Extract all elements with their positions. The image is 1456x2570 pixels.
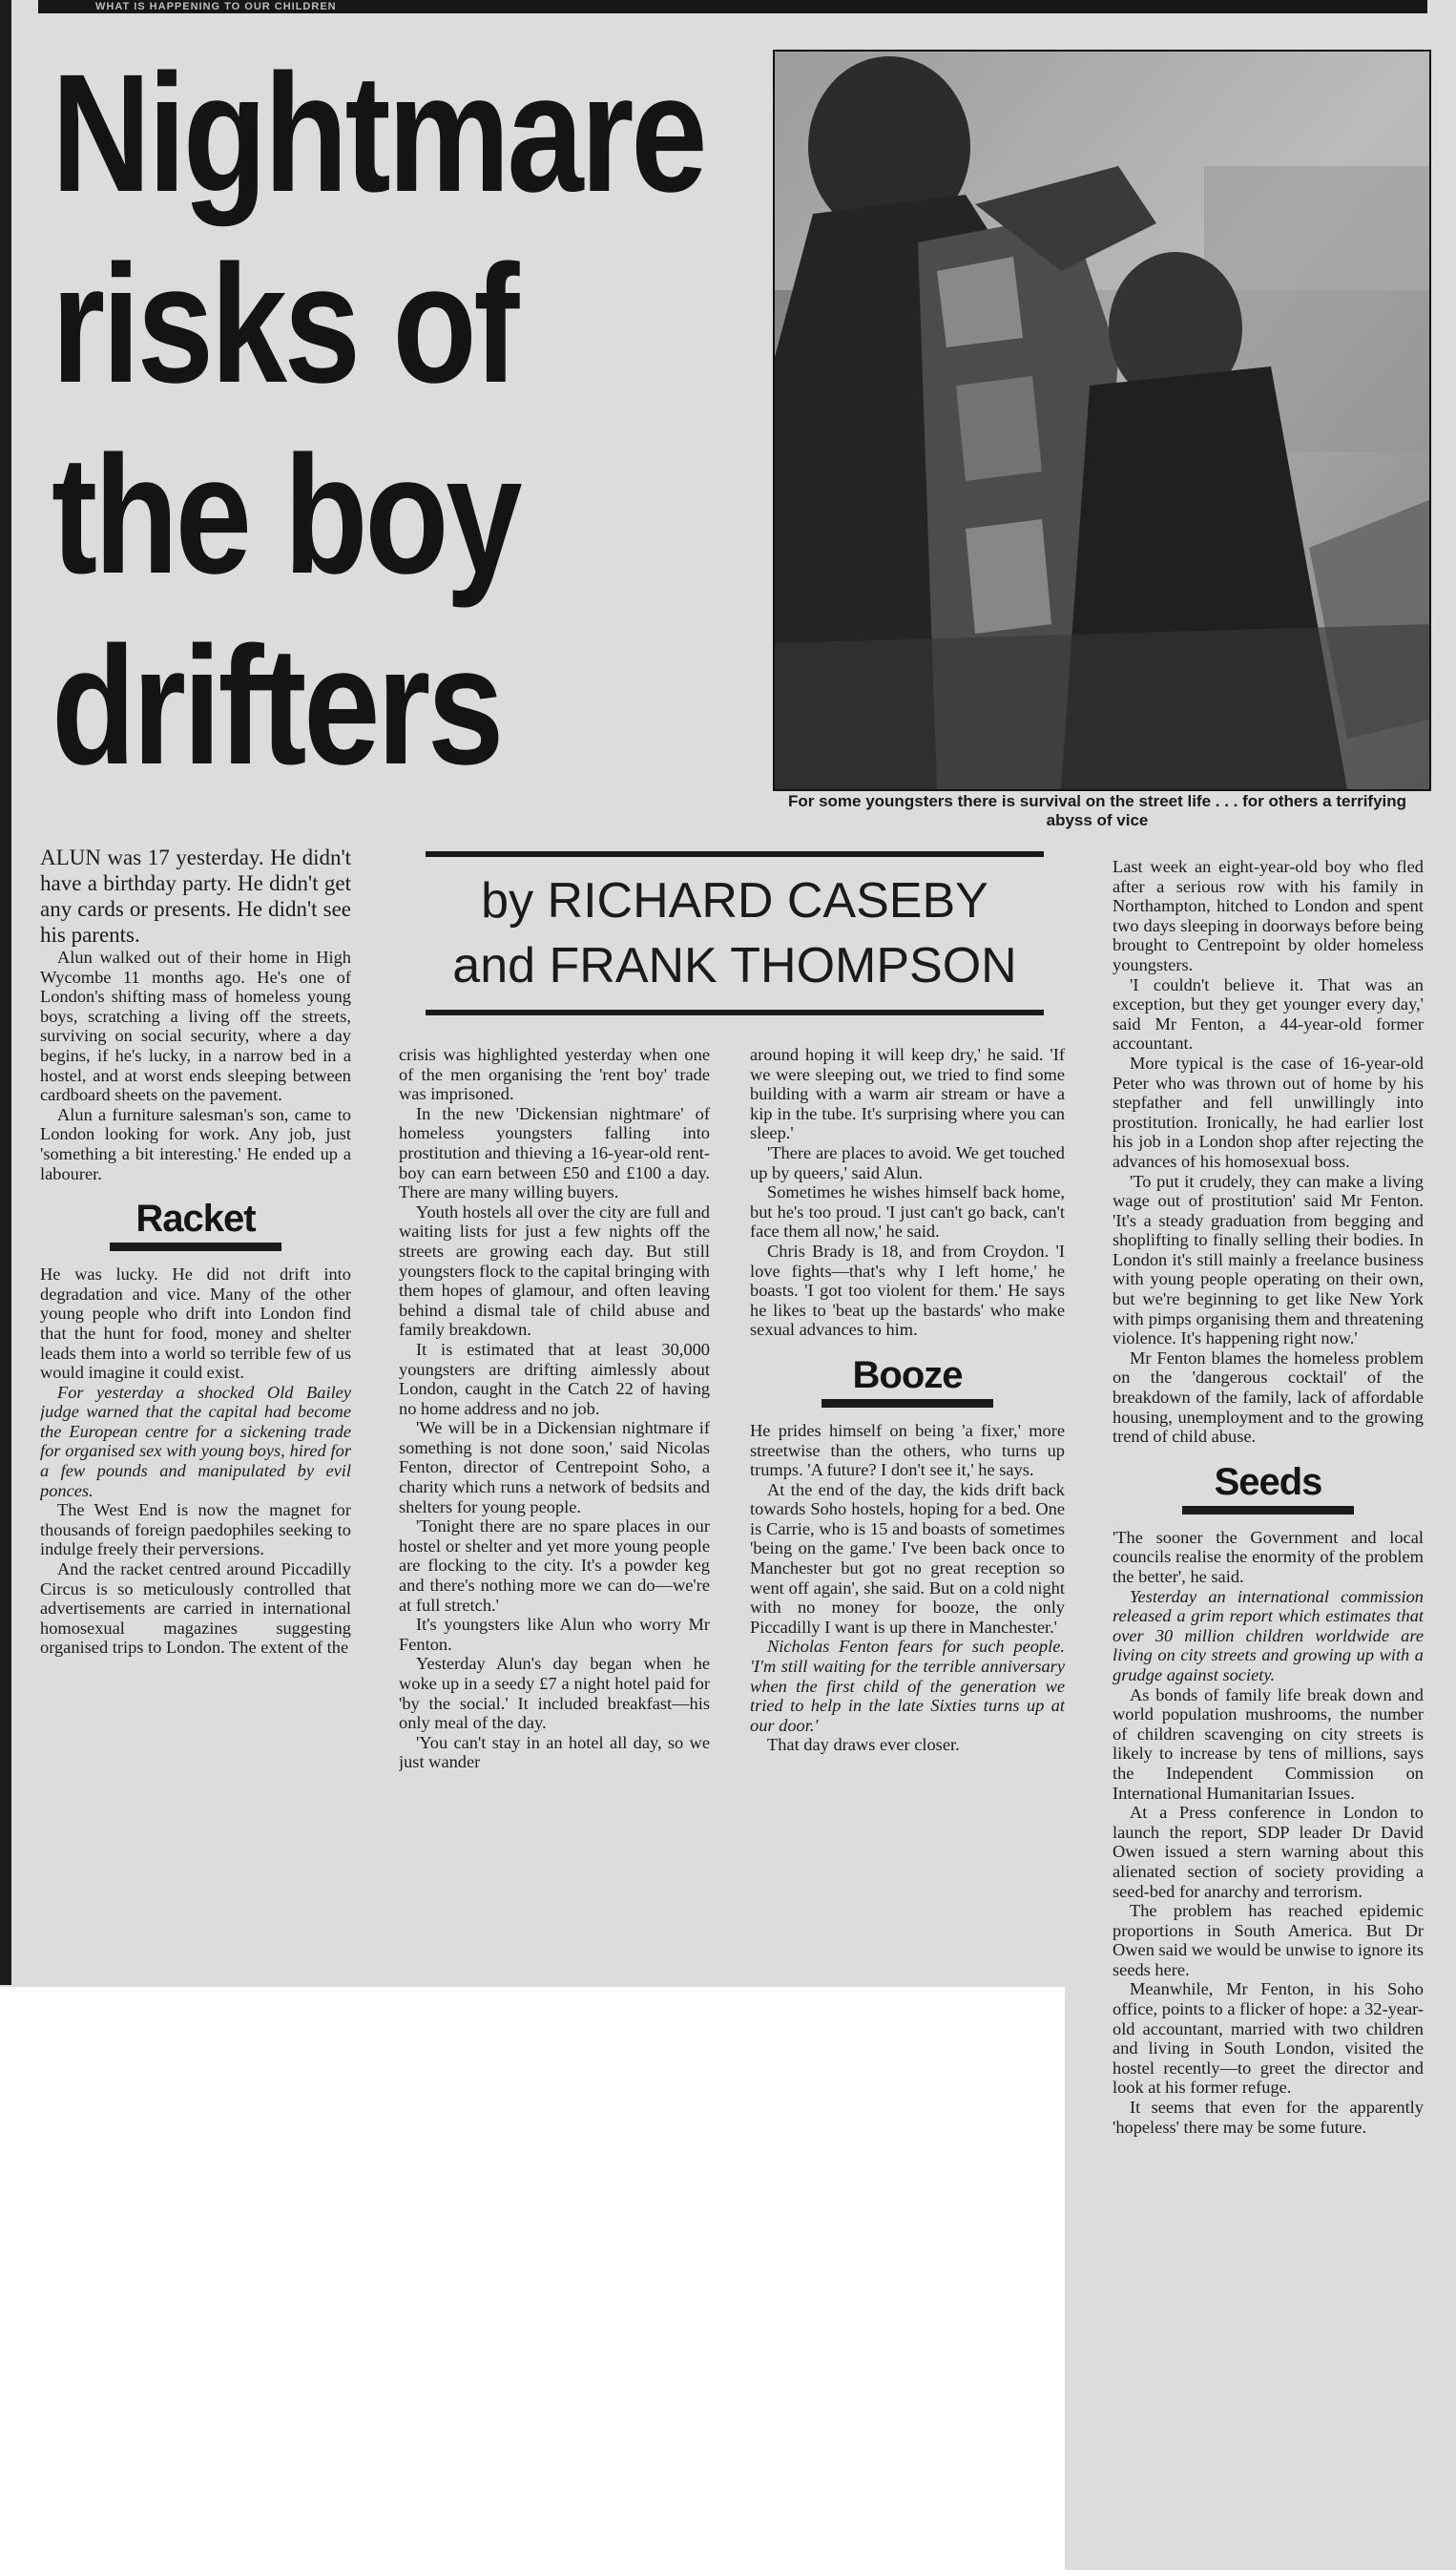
byline-rule-top: [426, 851, 1044, 857]
article-paragraph: 'The sooner the Government and local councils realise the enormity of the problem the better', he said.: [1113, 1527, 1424, 1586]
byline-rule-bottom: [426, 1010, 1044, 1015]
article-paragraph: around hoping it will keep dry,' he said. 'If we were sleeping out, we tried to find some building with a warm air stream or have a kip in the tube. It's surprising where you can sleep.': [750, 1045, 1065, 1143]
article-column-4: [1113, 857, 1424, 2548]
article-paragraph: crisis was highlighted yesterday when one of the men organising the 'rent boy' trade was imprisoned.: [399, 1045, 710, 1104]
article-paragraph: The West End is now the magnet for thousands of foreign paedophiles seeking to indulge freely their perversions.: [40, 1500, 351, 1559]
subheading: Seeds: [1182, 1460, 1354, 1515]
section-strap: WHAT IS HAPPENING TO OUR CHILDREN: [38, 0, 1427, 13]
article-paragraph: 'There are places to avoid. We get touched up by queers,' said Alun.: [750, 1142, 1065, 1182]
article-paragraph: 'I couldn't believe it. That was an exception, but they get younger every day,' said Mr Fenton, a 44-year-old former accountant.: [1113, 974, 1424, 1054]
article-paragraph: Last week an eight-year-old boy who fled after a serious row with his family in Northampton, hitched to London and spent two days sleeping in doorways before being brought to Centrepoint by older homeless youngsters.: [1113, 857, 1424, 974]
byline-line-2: and FRANK THOMPSON: [452, 938, 1017, 993]
article-column-1: [40, 845, 351, 1980]
article-paragraph: For yesterday a shocked Old Bailey judge warned that the capital had become the European centre for a sickening trade for organised sex with young boys, hired for a few pounds and manipulated by evil ponces.: [40, 1382, 351, 1500]
headline-line-4: drifters: [52, 613, 501, 800]
headline: [52, 38, 705, 802]
article-paragraph: ALUN was 17 yesterday. He didn't have a birthday party. He didn't get any cards or presents. He didn't see his parents.: [40, 846, 351, 947]
news-photo: [773, 50, 1431, 791]
article-paragraph: At a Press conference in London to launch the report, SDP leader Dr David Owen issued a stern warning about this alienated section of society providing a seed-bed for anarchy and terrorism.: [1113, 1803, 1424, 1901]
byline-line-1: by RICHARD CASEBY: [481, 873, 988, 929]
article-paragraph: 'Tonight there are no spare places in our hostel or shelter and yet more young people are flocking to the city. It's a powder keg and there's nothing more we can do—we're at full stretch.': [399, 1516, 710, 1615]
headline-line-1: Nightmare: [52, 40, 705, 227]
article-paragraph: He was lucky. He did not drift into degradation and vice. Many of the other young people who drift into London find that the hunt for food, money and shelter leads them into a world so terrible few of us would imagine it could exist.: [40, 1264, 351, 1383]
article-paragraph: As bonds of family life break down and world population mushrooms, the number of children scavenging on city streets is likely to increase by tens of millions, says the Independent Commission on International Humanitarian Issues.: [1113, 1684, 1424, 1803]
article-paragraph: Alun a furniture salesman's son, came to London looking for work. Any job, just 'something a bit interesting.' He ended up a labourer.: [40, 1104, 351, 1183]
article-paragraph: More typical is the case of 16-year-old Peter who was thrown out of home by his stepfather and fell unwillingly into prostitution. Ironically, he had earlier lost his job in a London shop after rejecting the advances of his homosexual boss.: [1113, 1053, 1424, 1171]
article-paragraph: Sometimes he wishes himself back home, but he's too proud. 'I just can't go back, can't face them all now,' he said.: [750, 1182, 1065, 1242]
article-paragraph: Alun walked out of their home in High Wycombe 11 months ago. He's one of London's shifting mass of homeless young boys, scratching a living off the streets, surviving on social security, where a day begins, if he's lucky, in a narrow bed in a hostel, and at worst ends sleeping between cardboard sheets on the pavement.: [40, 948, 351, 1105]
article-paragraph: Yesterday Alun's day began when he woke up in a seedy £7 a night hotel paid for 'by the social.' It included breakfast—his only meal of the day.: [399, 1654, 710, 1733]
subheading: Racket: [110, 1197, 281, 1251]
article-paragraph: Nicholas Fenton fears for such people. 'I'm still waiting for the terrible anniversary when the first child of the generation we tried to help in the late Sixties turns up at our door.': [750, 1637, 1065, 1735]
article-paragraph: Meanwhile, Mr Fenton, in his Soho office, points to a flicker of hope: a 32-year-old accountant, married with two children and living in South London, visited the hostel recently—to greet the director and look at his former refuge.: [1113, 1979, 1424, 2098]
article-paragraph: Mr Fenton blames the homeless problem on the 'dangerous cocktail' of the breakdown of the family, lack of affordable housing, unemployment and to the growing trend of child abuse.: [1113, 1348, 1424, 1447]
article-paragraph: In the new 'Dickensian nightmare' of homeless youngsters falling into prostitution and thieving a 16-year-old rent-boy can earn between £50 and £100 a day. There are many willing buyers.: [399, 1103, 710, 1202]
article-column-2: [399, 1045, 710, 1980]
article-paragraph: 'You can't stay in an hotel all day, so we just wander: [399, 1732, 710, 1772]
headline-line-2: risks of: [52, 231, 517, 418]
article-paragraph: And the racket centred around Piccadilly Circus is so meticulously controlled that advertisements are carried in international homosexual magazines suggesting organised trips to London. The extent of the: [40, 1559, 351, 1658]
article-paragraph: Yesterday an international commission released a grim report which estimates that over 30 million children worldwide are living on city streets and growing up with a grudge against society.: [1113, 1586, 1424, 1684]
article-column-3: [750, 1045, 1065, 1980]
article-paragraph: It's youngsters like Alun who worry Mr Fenton.: [399, 1615, 710, 1654]
article-paragraph: Chris Brady is 18, and from Croydon. 'I love fights—that's why I left home,' he boasts. 'I got too violent for them.' He says he likes to 'beat up the bastards' who make sexual advances to him.: [750, 1241, 1065, 1340]
left-margin-rule: [0, 0, 11, 1985]
photo-figures-image: [775, 52, 1429, 789]
byline-box: [426, 851, 1044, 1015]
subheading: Booze: [822, 1353, 993, 1408]
article-paragraph: It is estimated that at least 30,000 youngsters are drifting aimlessly about London, caught in the Catch 22 of having no home address and no job.: [399, 1339, 710, 1418]
article-paragraph: At the end of the day, the kids drift back towards Soho hostels, hoping for a bed. One is Carrie, who is 15 and boasts of sometimes 'being on the game.' I've been back once to Manchester but got no great reception so went off again', she said. But on a cold night with no money for booze, the only Piccadilly I want is up there in Manchester.': [750, 1479, 1065, 1637]
article-paragraph: 'To put it crudely, they can make a living wage out of prostitution' said Mr Fenton. 'It's a steady graduation from begging and shoplifting to finally selling their bodies. In London it's still mainly a freelance business with young people operating on their own, but we're beginning to get like New York with pimps organising them and threatening violence. It's happening right now.': [1113, 1171, 1424, 1348]
article-paragraph: It seems that even for the apparently 'hopeless' there may be some future.: [1113, 2098, 1424, 2137]
article-paragraph: That day draws ever closer.: [767, 1735, 960, 1755]
byline-text: [426, 868, 1044, 998]
article-paragraph: 'We will be in a Dickensian nightmare if something is not done soon,' said Nicolas Fenton, director of Centrepoint Soho, a charity which runs a network of bedsits and shelters for young people.: [399, 1418, 710, 1516]
article-paragraph: He prides himself on being 'a fixer,' more streetwise than the others, who turns up trumps. 'A future? I don't see it,' he says.: [750, 1420, 1065, 1480]
article-paragraph: The problem has reached epidemic proportions in South America. But Dr Owen said we would be unwise to ignore its seeds here.: [1113, 1901, 1424, 1979]
headline-line-3: the boy: [52, 422, 520, 609]
article-paragraph: Youth hostels all over the city are full and waiting lists for just a few nights off the streets are growing each day. But still youngsters flock to the capital bringing with them hopes of glamour, and often leaving behind a dismal tale of child abuse and family breakdown.: [399, 1201, 710, 1340]
photo-caption: For some youngsters there is survival on the street life . . . for others a terrifying abyss of vice: [787, 792, 1407, 829]
